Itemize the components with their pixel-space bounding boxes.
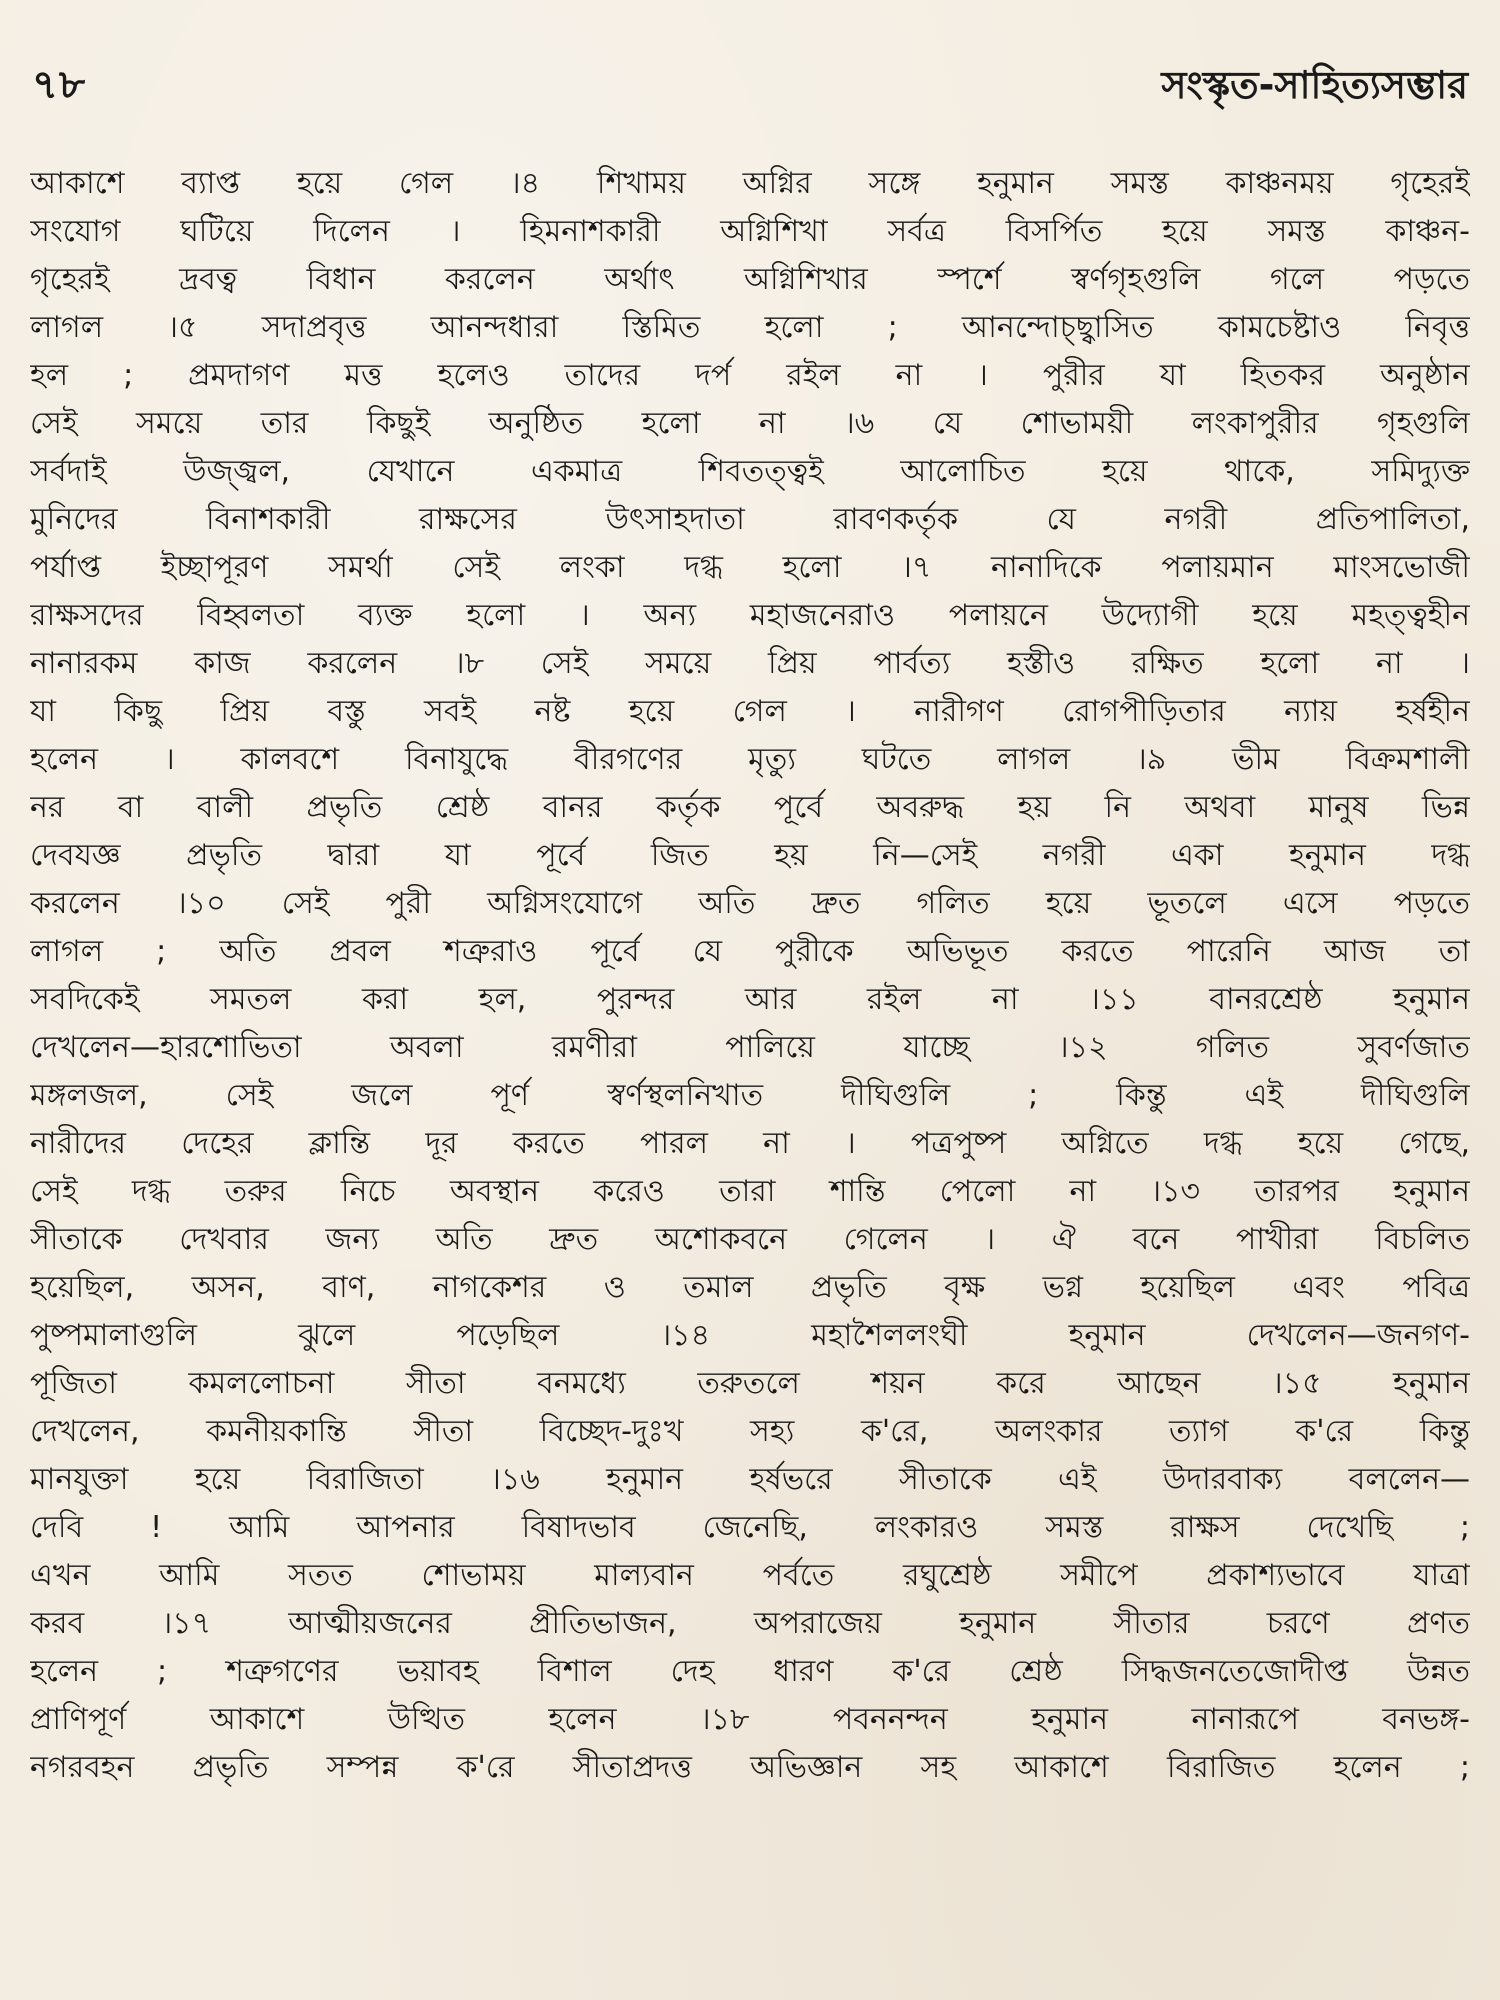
text-line: সর্বদাই উজ্জ্বল, যেখানে একমাত্র শিবতত্ত্বই আলোচিত হয়ে থাকে, সমিদ্যুক্ত <box>30 454 1470 489</box>
text-line: যা কিছু প্রিয় বস্তু সবই নষ্ট হয়ে গেল । নারীগণ রোগপীড়িতার ন্যায় হর্ষহীন <box>30 694 1470 729</box>
text-line: দেখলেন—হারশোভিতা অবলা রমণীরা পালিয়ে যাচ্ছে ।১২ গলিত সুবর্ণজাত <box>30 1030 1470 1065</box>
text-line: সেই দগ্ধ তরুর নিচে অবস্থান করেও তারা শান্তি পেলো না ।১৩ তারপর হনুমান <box>30 1174 1470 1209</box>
text-line: মঙ্গলজল, সেই জলে পূর্ণ স্বর্ণস্থলনিখাত দীঘিগুলি ; কিন্তু এই দীঘিগুলি <box>30 1078 1470 1113</box>
text-line: সবদিকেই সমতল করা হল, পুরন্দর আর রইল না ।১১ বানরশ্রেষ্ঠ হনুমান <box>30 982 1470 1017</box>
text-line: লাগল ।৫ সদাপ্রবৃত্ত আনন্দধারা স্তিমিত হলো ; আনন্দোচ্ছ্বাসিত কামচেষ্টাও নিবৃত্ত <box>30 310 1470 345</box>
text-line: এখন আমি সতত শোভাময় মাল্যবান পর্বতে রঘুশ্রেষ্ঠ সমীপে প্রকাশ্যভাবে যাত্রা <box>30 1558 1470 1593</box>
text-line: নর বা বালী প্রভৃতি শ্রেষ্ঠ বানর কর্তৃক পূর্বে অবরুদ্ধ হয় নি অথবা মানুষ ভিন্ন <box>30 790 1470 825</box>
text-line: মানযুক্তা হয়ে বিরাজিতা ।১৬ হনুমান হর্ষভরে সীতাকে এই উদারবাক্য বললেন— <box>30 1462 1470 1497</box>
text-line: করব ।১৭ আত্মীয়জনের প্রীতিভাজন, অপরাজেয় হনুমান সীতার চরণে প্রণত <box>30 1606 1470 1641</box>
text-line: রাক্ষসদের বিহ্বলতা ব্যক্ত হলো । অন্য মহাজনেরাও পলায়নে উদ্যোগী হয়ে মহত্ত্বহীন <box>30 598 1470 633</box>
text-line: নারীদের দেহের ক্লান্তি দূর করতে পারল না । পত্রপুষ্প অগ্নিতে দগ্ধ হয়ে গেছে, <box>30 1126 1470 1161</box>
page-header <box>32 60 1468 120</box>
text-line: হলেন । কালবশে বিনাযুদ্ধে বীরগণের মৃত্যু ঘটতে লাগল ।৯ ভীম বিক্রমশালী <box>30 742 1470 777</box>
text-line: মুনিদের বিনাশকারী রাক্ষসের উৎসাহদাতা রাবণকর্তৃক যে নগরী প্রতিপালিতা, <box>30 502 1470 537</box>
running-title: সংস্কৃত-সাহিত্যসম্ভার <box>1161 63 1468 107</box>
page-number: ৭৮ <box>32 62 86 108</box>
text-line: সীতাকে দেখবার জন্য অতি দ্রুত অশোকবনে গেলেন । ঐ বনে পাখীরা বিচলিত <box>30 1222 1470 1257</box>
text-line: হয়েছিল, অসন, বাণ, নাগকেশর ও তমাল প্রভৃতি বৃক্ষ ভগ্ন হয়েছিল এবং পবিত্র <box>30 1270 1470 1305</box>
text-line: নানারকম কাজ করলেন ।৮ সেই সময়ে প্রিয় পার্বত্য হস্তীও রক্ষিত হলো না । <box>30 646 1470 681</box>
text-line: দেবি ! আমি আপনার বিষাদভাব জেনেছি, লংকারও সমস্ত রাক্ষস দেখেছি ; <box>30 1510 1470 1545</box>
text-line: করলেন ।১০ সেই পুরী অগ্নিসংযোগে অতি দ্রুত গলিত হয়ে ভূতলে এসে পড়তে <box>30 886 1470 921</box>
text-line: পুষ্পমালাগুলি ঝুলে পড়েছিল ।১৪ মহাশৈললংঘী হনুমান দেখলেন—জনগণ- <box>30 1318 1470 1353</box>
text-line: হলেন ; শত্রুগণের ভয়াবহ বিশাল দেহ ধারণ ক'রে শ্রেষ্ঠ সিদ্ধজনতেজোদীপ্ত উন্নত <box>30 1654 1470 1689</box>
text-line: দেখলেন, কমনীয়কান্তি সীতা বিচ্ছেদ-দুঃখ সহ্য ক'রে, অলংকার ত্যাগ ক'রে কিন্তু <box>30 1414 1470 1449</box>
body-text <box>30 160 1470 1792</box>
text-line: নগরবহন প্রভৃতি সম্পন্ন ক'রে সীতাপ্রদত্ত অভিজ্ঞান সহ আকাশে বিরাজিত হলেন ; <box>30 1750 1470 1785</box>
text-line: সংযোগ ঘটিয়ে দিলেন । হিমনাশকারী অগ্নিশিখা সর্বত্র বিসর্পিত হয়ে সমস্ত কাঞ্চন- <box>30 214 1470 249</box>
text-line: হল ; প্রমদাগণ মত্ত হলেও তাদের দর্প রইল না । পুরীর যা হিতকর অনুষ্ঠান <box>30 358 1470 393</box>
text-line: পূজিতা কমললোচনা সীতা বনমধ্যে তরুতলে শয়ন করে আছেন ।১৫ হনুমান <box>30 1366 1470 1401</box>
text-line: গৃহেরই দ্রবত্ব বিধান করলেন অর্থাৎ অগ্নিশিখার স্পর্শে স্বর্ণগৃহগুলি গলে পড়তে <box>30 262 1470 297</box>
text-line: পর্যাপ্ত ইচ্ছাপূরণ সমর্থা সেই লংকা দগ্ধ হলো ।৭ নানাদিকে পলায়মান মাংসভোজী <box>30 550 1470 585</box>
text-line: দেবযজ্ঞ প্রভৃতি দ্বারা যা পূর্বে জিত হয় নি—সেই নগরী একা হনুমান দগ্ধ <box>30 838 1470 873</box>
text-line: লাগল ; অতি প্রবল শত্রুরাও পূর্বে যে পুরীকে অভিভূত করতে পারেনি আজ তা <box>30 934 1470 969</box>
text-line: প্রাণিপূর্ণ আকাশে উত্থিত হলেন ।১৮ পবননন্দন হনুমান নানারূপে বনভঙ্গ- <box>30 1702 1470 1737</box>
text-line: সেই সময়ে তার কিছুই অনুষ্ঠিত হলো না ।৬ যে শোভাময়ী লংকাপুরীর গৃহগুলি <box>30 406 1470 441</box>
text-line: আকাশে ব্যাপ্ত হয়ে গেল ।৪ শিখাময় অগ্নির সঙ্গে হনুমান সমস্ত কাঞ্চনময় গৃহেরই <box>30 166 1470 201</box>
